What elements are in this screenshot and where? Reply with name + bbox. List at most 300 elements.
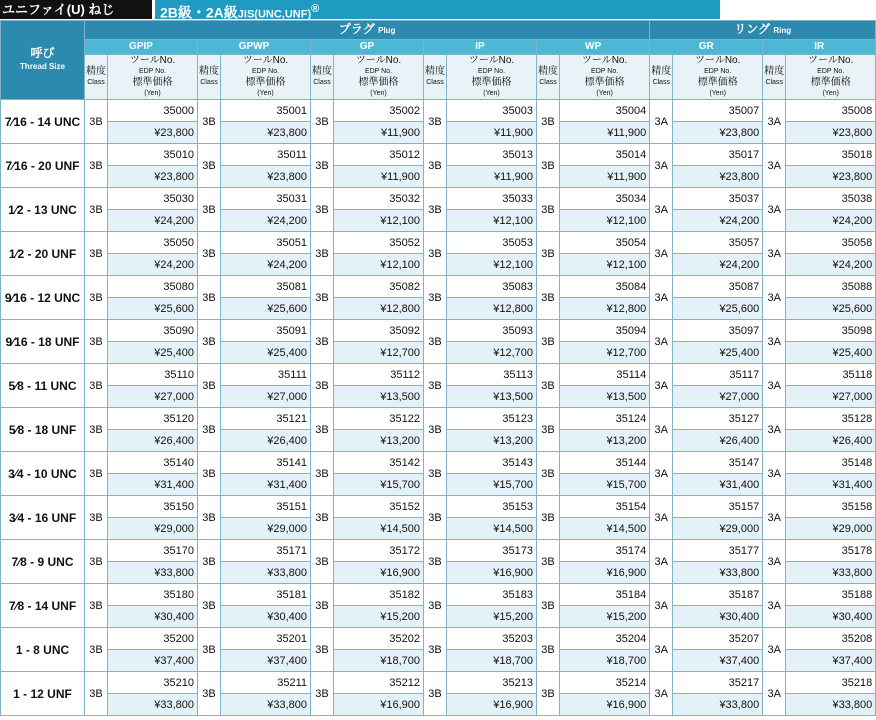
edp-number-cell: 35081 <box>221 276 311 298</box>
class-cell: 3A <box>650 364 673 408</box>
price-cell: ¥27,000 <box>108 386 198 408</box>
class-cell: 3B <box>537 496 560 540</box>
price-cell: ¥12,100 <box>334 210 424 232</box>
class-cell: 3B <box>537 364 560 408</box>
class-cell: 3B <box>537 672 560 716</box>
edp-number-cell: 35057 <box>673 232 763 254</box>
price-cell: ¥16,900 <box>560 694 650 716</box>
tool-header-en: EDP No. <box>138 68 167 75</box>
price-cell: ¥31,400 <box>786 474 876 496</box>
edp-number-cell: 35147 <box>673 452 763 474</box>
edp-number-cell: 35141 <box>221 452 311 474</box>
class-cell: 3B <box>198 408 221 452</box>
price-cell: ¥31,400 <box>108 474 198 496</box>
price-cell: ¥25,400 <box>673 342 763 364</box>
class-cell: 3B <box>85 232 108 276</box>
class-header-en: Class <box>426 79 444 86</box>
edp-number-cell: 35037 <box>673 188 763 210</box>
price-cell: ¥13,500 <box>560 386 650 408</box>
price-cell: ¥31,400 <box>673 474 763 496</box>
edp-number-cell: 35111 <box>221 364 311 386</box>
edp-number-cell: 35080 <box>108 276 198 298</box>
class-cell: 3B <box>198 364 221 408</box>
price-cell: ¥26,400 <box>673 430 763 452</box>
class-cell: 3B <box>537 232 560 276</box>
edp-number-cell: 35093 <box>447 320 537 342</box>
table-row <box>1 364 876 386</box>
edp-number-cell: 35083 <box>447 276 537 298</box>
edp-number-cell: 35214 <box>560 672 650 694</box>
price-cell: ¥23,800 <box>221 122 311 144</box>
price-cell: ¥11,900 <box>560 166 650 188</box>
gauge-header-row <box>1 40 876 55</box>
edp-number-cell: 35182 <box>334 584 424 606</box>
price-cell: ¥23,800 <box>108 166 198 188</box>
class-cell: 3B <box>537 188 560 232</box>
grade-banner <box>155 0 720 19</box>
thread-size-header <box>1 21 85 100</box>
edp-number-cell: 35058 <box>786 232 876 254</box>
table-row <box>1 452 876 474</box>
class-cell: 3A <box>763 276 786 320</box>
thread-size-cell: 1⁄2 - 20 UNF <box>1 232 85 276</box>
edp-number-cell: 35097 <box>673 320 763 342</box>
price-header-jp: 標準価格 <box>132 77 173 88</box>
price-cell: ¥37,400 <box>108 650 198 672</box>
edp-number-cell: 35151 <box>221 496 311 518</box>
class-cell: 3A <box>763 452 786 496</box>
edp-number-cell: 35128 <box>786 408 876 430</box>
tool-header-en: EDP No. <box>817 68 845 75</box>
edp-number-cell: 35018 <box>786 144 876 166</box>
edp-number-cell: 35181 <box>221 584 311 606</box>
class-cell: 3B <box>537 628 560 672</box>
price-cell: ¥23,800 <box>108 122 198 144</box>
page-title: ユニファイ(U) ねじ <box>0 0 152 19</box>
standard-label: JIS(UNC,UNF) <box>237 8 312 21</box>
edp-number-cell: 35154 <box>560 496 650 518</box>
price-cell: ¥24,200 <box>221 254 311 276</box>
price-header-en: (Yen) <box>257 90 274 97</box>
price-cell: ¥13,200 <box>334 430 424 452</box>
edp-number-cell: 35158 <box>786 496 876 518</box>
price-cell: ¥25,600 <box>673 298 763 320</box>
edp-number-cell: 35017 <box>673 144 763 166</box>
registered-mark: ® <box>311 3 320 15</box>
price-header-jp: 標準価格 <box>358 77 399 88</box>
price-cell: ¥23,800 <box>673 122 763 144</box>
edp-number-cell: 35038 <box>786 188 876 210</box>
price-cell: ¥13,500 <box>447 386 537 408</box>
edp-number-cell: 35188 <box>786 584 876 606</box>
price-cell: ¥15,700 <box>447 474 537 496</box>
price-header-en: (Yen) <box>596 90 613 97</box>
price-cell: ¥16,900 <box>334 694 424 716</box>
edp-number-cell: 35177 <box>673 540 763 562</box>
tool-header-jp: ツールNo. <box>808 55 854 66</box>
table-row <box>1 188 876 210</box>
tool-header-jp: ツールNo. <box>695 55 741 66</box>
price-cell: ¥15,700 <box>560 474 650 496</box>
class-header <box>763 55 786 100</box>
price-cell: ¥11,900 <box>447 122 537 144</box>
price-header-jp: 標準価格 <box>245 77 286 88</box>
price-cell: ¥23,800 <box>673 166 763 188</box>
class-header <box>85 55 108 100</box>
price-cell: ¥27,000 <box>221 386 311 408</box>
thread-size-cell: 7⁄8 - 9 UNC <box>1 540 85 584</box>
class-cell: 3B <box>85 496 108 540</box>
thread-size-cell: 3⁄4 - 10 UNC <box>1 452 85 496</box>
class-cell: 3B <box>198 628 221 672</box>
class-cell: 3B <box>537 452 560 496</box>
class-cell: 3B <box>424 144 447 188</box>
price-cell: ¥25,400 <box>108 342 198 364</box>
class-header-en: Class <box>200 79 218 86</box>
class-cell: 3B <box>85 276 108 320</box>
class-cell: 3B <box>198 540 221 584</box>
edp-number-cell: 35113 <box>447 364 537 386</box>
class-cell: 3A <box>650 232 673 276</box>
class-header <box>311 55 334 100</box>
class-cell: 3A <box>763 408 786 452</box>
edp-number-cell: 35030 <box>108 188 198 210</box>
edp-number-cell: 35011 <box>221 144 311 166</box>
price-cell: ¥16,900 <box>447 562 537 584</box>
price-cell: ¥25,600 <box>108 298 198 320</box>
tool-header-jp: ツールNo. <box>129 55 176 66</box>
thread-size-cell: 9⁄16 - 18 UNF <box>1 320 85 364</box>
class-header-en: Class <box>765 79 783 86</box>
ring-group-header <box>650 21 876 40</box>
edp-number-cell: 35053 <box>447 232 537 254</box>
sub-header-row <box>1 55 876 100</box>
class-cell: 3A <box>763 364 786 408</box>
class-header-en: Class <box>539 79 557 86</box>
price-cell: ¥11,900 <box>560 122 650 144</box>
class-cell: 3B <box>85 408 108 452</box>
thread-header-jp: 呼び <box>30 46 55 60</box>
gauge-header-ir: IR <box>763 40 876 55</box>
class-cell: 3B <box>198 672 221 716</box>
price-cell: ¥15,200 <box>447 606 537 628</box>
edp-number-cell: 35143 <box>447 452 537 474</box>
edp-number-cell: 35001 <box>221 100 311 122</box>
price-cell: ¥25,400 <box>786 342 876 364</box>
edp-number-cell: 35203 <box>447 628 537 650</box>
thread-header-en: Thread Size <box>20 62 65 71</box>
gauge-header-wp: WP <box>537 40 650 55</box>
table-row <box>1 496 876 518</box>
price-cell: ¥14,500 <box>447 518 537 540</box>
edp-number-cell: 35202 <box>334 628 424 650</box>
class-cell: 3A <box>650 628 673 672</box>
tool-header-en: EDP No. <box>251 68 280 75</box>
class-cell: 3A <box>650 584 673 628</box>
class-cell: 3B <box>198 100 221 144</box>
thread-size-cell: 9⁄16 - 12 UNC <box>1 276 85 320</box>
class-cell: 3B <box>424 276 447 320</box>
edp-number-cell: 35084 <box>560 276 650 298</box>
tool-header-en: EDP No. <box>591 68 619 75</box>
price-cell: ¥12,100 <box>447 210 537 232</box>
class-cell: 3B <box>537 584 560 628</box>
class-cell: 3B <box>424 496 447 540</box>
price-cell: ¥23,800 <box>786 166 876 188</box>
price-cell: ¥24,200 <box>786 254 876 276</box>
gauge-header-gr: GR <box>650 40 763 55</box>
price-cell: ¥18,700 <box>560 650 650 672</box>
edp-number-cell: 35180 <box>108 584 198 606</box>
gauge-header-gpwp: GPWP <box>198 40 311 55</box>
price-cell: ¥26,400 <box>221 430 311 452</box>
price-cell: ¥16,900 <box>447 694 537 716</box>
edp-number-cell: 35213 <box>447 672 537 694</box>
price-cell: ¥26,400 <box>786 430 876 452</box>
price-cell: ¥12,800 <box>447 298 537 320</box>
class-cell: 3B <box>198 584 221 628</box>
class-header-jp: 精度 <box>312 66 332 77</box>
class-cell: 3B <box>85 672 108 716</box>
class-cell: 3B <box>311 276 334 320</box>
table-row <box>1 100 876 122</box>
class-cell: 3B <box>85 364 108 408</box>
price-cell: ¥15,200 <box>334 606 424 628</box>
class-cell: 3B <box>198 320 221 364</box>
class-cell: 3A <box>650 496 673 540</box>
edp-number-cell: 35218 <box>786 672 876 694</box>
edp-number-cell: 35054 <box>560 232 650 254</box>
class-cell: 3A <box>650 144 673 188</box>
class-cell: 3B <box>311 496 334 540</box>
price-cell: ¥24,200 <box>108 210 198 232</box>
price-cell: ¥30,400 <box>673 606 763 628</box>
edp-number-cell: 35088 <box>786 276 876 298</box>
tool-header-en: EDP No. <box>477 68 506 75</box>
edp-number-cell: 35178 <box>786 540 876 562</box>
thread-size-cell: 7⁄8 - 14 UNF <box>1 584 85 628</box>
edp-number-cell: 35052 <box>334 232 424 254</box>
edp-number-cell: 35007 <box>673 100 763 122</box>
tool-header-jp: ツールNo. <box>581 55 628 66</box>
edp-number-cell: 35034 <box>560 188 650 210</box>
plug-header-en: Plug <box>378 26 396 35</box>
price-cell: ¥33,800 <box>673 694 763 716</box>
edp-number-cell: 35051 <box>221 232 311 254</box>
gauge-header-gp: GP <box>311 40 424 55</box>
class-cell: 3B <box>198 144 221 188</box>
price-cell: ¥11,900 <box>334 166 424 188</box>
price-cell: ¥12,100 <box>447 254 537 276</box>
plug-header-jp: プラグ <box>338 22 375 36</box>
edp-number-cell: 35171 <box>221 540 311 562</box>
tool-header-jp: ツールNo. <box>242 55 289 66</box>
edp-number-cell: 35118 <box>786 364 876 386</box>
price-cell: ¥37,400 <box>221 650 311 672</box>
gauge-header-ip: IP <box>424 40 537 55</box>
edp-number-cell: 35098 <box>786 320 876 342</box>
edp-number-cell: 35207 <box>673 628 763 650</box>
price-header-jp: 標準価格 <box>697 77 738 88</box>
edp-number-cell: 35090 <box>108 320 198 342</box>
price-cell: ¥12,100 <box>560 210 650 232</box>
class-cell: 3A <box>650 540 673 584</box>
price-cell: ¥24,200 <box>786 210 876 232</box>
class-cell: 3B <box>311 188 334 232</box>
price-cell: ¥26,400 <box>108 430 198 452</box>
title-bar <box>0 0 720 20</box>
class-cell: 3B <box>198 232 221 276</box>
edp-number-cell: 35201 <box>221 628 311 650</box>
class-cell: 3B <box>424 188 447 232</box>
edp-number-cell: 35003 <box>447 100 537 122</box>
class-cell: 3B <box>85 188 108 232</box>
tool-header <box>560 55 650 100</box>
class-cell: 3B <box>311 540 334 584</box>
class-cell: 3B <box>424 320 447 364</box>
price-cell: ¥11,900 <box>447 166 537 188</box>
class-cell: 3A <box>650 408 673 452</box>
class-cell: 3A <box>650 320 673 364</box>
thread-size-cell: 1⁄2 - 13 UNC <box>1 188 85 232</box>
price-cell: ¥16,900 <box>334 562 424 584</box>
table-row <box>1 276 876 298</box>
class-header-jp: 精度 <box>425 66 445 77</box>
thread-size-cell: 1 - 8 UNC <box>1 628 85 672</box>
class-cell: 3B <box>537 100 560 144</box>
edp-number-cell: 35123 <box>447 408 537 430</box>
edp-number-cell: 35094 <box>560 320 650 342</box>
class-cell: 3B <box>85 628 108 672</box>
tool-header <box>673 55 763 100</box>
edp-number-cell: 35152 <box>334 496 424 518</box>
thread-size-cell: 1 - 12 UNF <box>1 672 85 716</box>
price-cell: ¥13,200 <box>560 430 650 452</box>
tool-header-en: EDP No. <box>364 68 393 75</box>
class-cell: 3B <box>424 100 447 144</box>
price-cell: ¥27,000 <box>673 386 763 408</box>
tool-header <box>221 55 311 100</box>
class-header-jp: 精度 <box>538 66 558 77</box>
class-cell: 3B <box>311 672 334 716</box>
edp-number-cell: 35000 <box>108 100 198 122</box>
class-header-jp: 精度 <box>86 66 106 77</box>
class-cell: 3A <box>650 276 673 320</box>
class-header-jp: 精度 <box>199 66 219 77</box>
price-cell: ¥33,800 <box>221 694 311 716</box>
class-header-en: Class <box>87 79 105 86</box>
class-cell: 3B <box>537 408 560 452</box>
class-cell: 3A <box>763 628 786 672</box>
edp-number-cell: 35184 <box>560 584 650 606</box>
class-cell: 3B <box>85 584 108 628</box>
class-cell: 3B <box>198 276 221 320</box>
class-cell: 3A <box>763 672 786 716</box>
ring-header-jp: リング <box>734 22 771 36</box>
edp-number-cell: 35013 <box>447 144 537 166</box>
price-cell: ¥18,700 <box>447 650 537 672</box>
class-cell: 3B <box>311 628 334 672</box>
table-body <box>1 100 876 716</box>
price-header-jp: 標準価格 <box>471 77 512 88</box>
class-cell: 3B <box>311 452 334 496</box>
class-cell: 3A <box>650 188 673 232</box>
tool-header <box>786 55 876 100</box>
class-header <box>424 55 447 100</box>
edp-number-cell: 35127 <box>673 408 763 430</box>
class-cell: 3B <box>311 100 334 144</box>
price-cell: ¥37,400 <box>786 650 876 672</box>
class-cell: 3B <box>311 584 334 628</box>
edp-number-cell: 35110 <box>108 364 198 386</box>
class-cell: 3A <box>650 672 673 716</box>
class-cell: 3A <box>763 188 786 232</box>
table-row <box>1 584 876 606</box>
class-cell: 3B <box>85 452 108 496</box>
class-cell: 3B <box>85 144 108 188</box>
price-cell: ¥25,600 <box>221 298 311 320</box>
price-cell: ¥14,500 <box>560 518 650 540</box>
edp-number-cell: 35033 <box>447 188 537 210</box>
edp-number-cell: 35174 <box>560 540 650 562</box>
price-cell: ¥33,800 <box>786 694 876 716</box>
edp-number-cell: 35211 <box>221 672 311 694</box>
price-header-en: (Yen) <box>370 90 387 97</box>
class-cell: 3B <box>537 144 560 188</box>
edp-number-cell: 35004 <box>560 100 650 122</box>
edp-number-cell: 35124 <box>560 408 650 430</box>
class-cell: 3B <box>311 364 334 408</box>
edp-number-cell: 35091 <box>221 320 311 342</box>
class-cell: 3B <box>424 584 447 628</box>
plug-group-header <box>85 21 650 40</box>
edp-number-cell: 35010 <box>108 144 198 166</box>
class-cell: 3B <box>311 144 334 188</box>
edp-number-cell: 35150 <box>108 496 198 518</box>
tool-header-jp: ツールNo. <box>468 55 515 66</box>
edp-number-cell: 35210 <box>108 672 198 694</box>
price-cell: ¥33,800 <box>786 562 876 584</box>
class-cell: 3A <box>763 100 786 144</box>
class-cell: 3A <box>763 320 786 364</box>
table-row <box>1 144 876 166</box>
class-cell: 3B <box>198 496 221 540</box>
table-row <box>1 408 876 430</box>
edp-number-cell: 35008 <box>786 100 876 122</box>
edp-number-cell: 35050 <box>108 232 198 254</box>
gauge-header-gpip: GPIP <box>85 40 198 55</box>
edp-number-cell: 35187 <box>673 584 763 606</box>
price-cell: ¥33,800 <box>108 562 198 584</box>
edp-number-cell: 35121 <box>221 408 311 430</box>
price-cell: ¥27,000 <box>786 386 876 408</box>
edp-number-cell: 35217 <box>673 672 763 694</box>
price-cell: ¥24,200 <box>673 210 763 232</box>
tool-header-jp: ツールNo. <box>355 55 402 66</box>
class-cell: 3B <box>537 320 560 364</box>
edp-number-cell: 35200 <box>108 628 198 650</box>
class-cell: 3A <box>763 584 786 628</box>
tool-header <box>447 55 537 100</box>
price-cell: ¥12,100 <box>560 254 650 276</box>
price-header-en: (Yen) <box>709 90 726 97</box>
price-cell: ¥30,400 <box>108 606 198 628</box>
price-cell: ¥23,800 <box>221 166 311 188</box>
price-header-jp: 標準価格 <box>810 77 851 88</box>
class-cell: 3B <box>198 452 221 496</box>
class-cell: 3A <box>763 232 786 276</box>
class-cell: 3A <box>763 496 786 540</box>
